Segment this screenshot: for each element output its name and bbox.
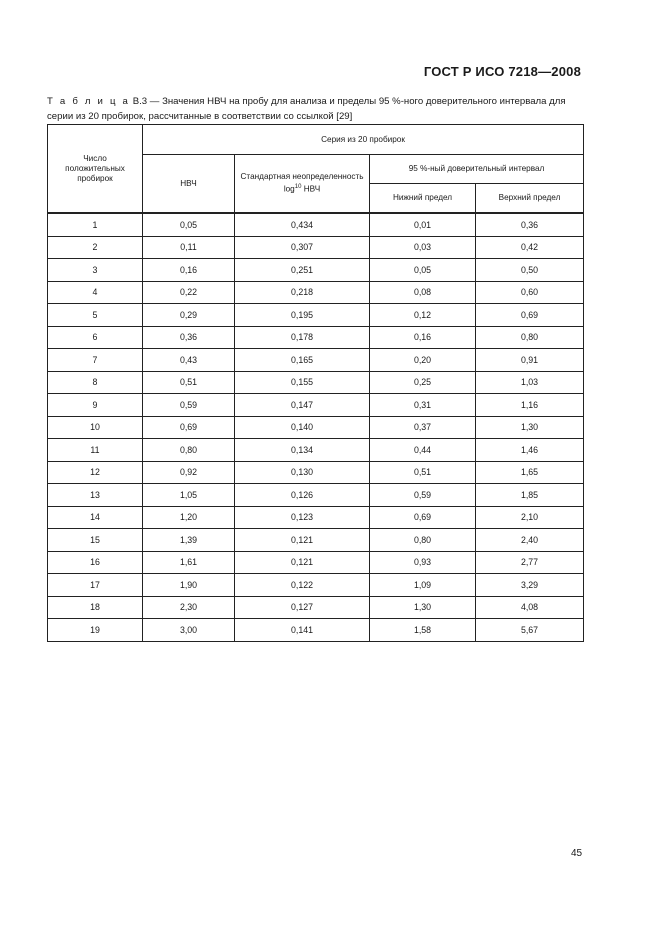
column-header-std-uncertainty: [235, 155, 370, 214]
cell-upper-limit: 0,36: [476, 213, 584, 236]
cell-positive-tubes: 2: [48, 236, 143, 259]
cell-upper-limit: 0,50: [476, 259, 584, 282]
table-row: [48, 416, 584, 439]
cell-lower-limit: 0,05: [370, 259, 476, 282]
cell-upper-limit: 0,80: [476, 326, 584, 349]
cell-mpn: 1,05: [143, 484, 235, 507]
cell-std-uncertainty: 0,126: [235, 484, 370, 507]
cell-positive-tubes: 17: [48, 574, 143, 597]
cell-lower-limit: 1,09: [370, 574, 476, 597]
cell-positive-tubes: 16: [48, 551, 143, 574]
cell-lower-limit: 1,30: [370, 596, 476, 619]
cell-mpn: 0,36: [143, 326, 235, 349]
table-row: [48, 529, 584, 552]
cell-positive-tubes: 15: [48, 529, 143, 552]
cell-lower-limit: 0,80: [370, 529, 476, 552]
cell-lower-limit: 0,16: [370, 326, 476, 349]
cell-lower-limit: 0,12: [370, 304, 476, 327]
cell-std-uncertainty: 0,134: [235, 439, 370, 462]
cell-lower-limit: 0,31: [370, 394, 476, 417]
cell-mpn: 0,43: [143, 349, 235, 372]
cell-mpn: 1,90: [143, 574, 235, 597]
std-uncertainty-prefix: Стандартная неопределенность log: [240, 172, 364, 194]
cell-upper-limit: 2,77: [476, 551, 584, 574]
cell-std-uncertainty: 0,130: [235, 461, 370, 484]
cell-positive-tubes: 6: [48, 326, 143, 349]
cell-std-uncertainty: 0,307: [235, 236, 370, 259]
cell-lower-limit: 0,44: [370, 439, 476, 462]
cell-mpn: 0,59: [143, 394, 235, 417]
table-row: [48, 304, 584, 327]
cell-mpn: 0,51: [143, 371, 235, 394]
table-row: [48, 349, 584, 372]
cell-mpn: 0,29: [143, 304, 235, 327]
table-row: [48, 619, 584, 642]
cell-upper-limit: 0,42: [476, 236, 584, 259]
cell-lower-limit: 0,59: [370, 484, 476, 507]
table-row: [48, 596, 584, 619]
cell-lower-limit: 0,01: [370, 213, 476, 236]
cell-positive-tubes: 14: [48, 506, 143, 529]
cell-positive-tubes: 19: [48, 619, 143, 642]
cell-mpn: 0,05: [143, 213, 235, 236]
cell-std-uncertainty: 0,165: [235, 349, 370, 372]
column-header-mpn: НВЧ: [143, 155, 235, 214]
cell-std-uncertainty: 0,178: [235, 326, 370, 349]
table-body: [48, 213, 584, 641]
cell-std-uncertainty: 0,147: [235, 394, 370, 417]
cell-lower-limit: 1,58: [370, 619, 476, 642]
cell-upper-limit: 5,67: [476, 619, 584, 642]
table-row: [48, 574, 584, 597]
cell-positive-tubes: 3: [48, 259, 143, 282]
cell-std-uncertainty: 0,251: [235, 259, 370, 282]
cell-upper-limit: 1,30: [476, 416, 584, 439]
cell-mpn: 1,39: [143, 529, 235, 552]
cell-lower-limit: 0,93: [370, 551, 476, 574]
cell-positive-tubes: 10: [48, 416, 143, 439]
table-row: [48, 439, 584, 462]
table-caption: [47, 94, 587, 124]
cell-mpn: 3,00: [143, 619, 235, 642]
cell-std-uncertainty: 0,434: [235, 213, 370, 236]
cell-positive-tubes: 8: [48, 371, 143, 394]
table-row: [48, 236, 584, 259]
cell-positive-tubes: 9: [48, 394, 143, 417]
cell-lower-limit: 0,03: [370, 236, 476, 259]
column-header-positive-tubes: Число положительных пробирок: [48, 125, 143, 214]
page-number: 45: [571, 848, 583, 859]
cell-upper-limit: 1,65: [476, 461, 584, 484]
column-header-confidence-interval: 95 %-ный доверительный интервал: [370, 155, 584, 184]
table-row: [48, 394, 584, 417]
mpn-table: [47, 124, 584, 642]
cell-std-uncertainty: 0,121: [235, 529, 370, 552]
cell-lower-limit: 0,51: [370, 461, 476, 484]
cell-upper-limit: 0,91: [476, 349, 584, 372]
cell-positive-tubes: 18: [48, 596, 143, 619]
cell-positive-tubes: 12: [48, 461, 143, 484]
cell-positive-tubes: 13: [48, 484, 143, 507]
table-row: [48, 461, 584, 484]
cell-upper-limit: 2,10: [476, 506, 584, 529]
cell-positive-tubes: 1: [48, 213, 143, 236]
cell-upper-limit: 1,85: [476, 484, 584, 507]
cell-lower-limit: 0,25: [370, 371, 476, 394]
std-uncertainty-suffix: НВЧ: [301, 184, 321, 194]
column-header-upper-limit: Верхний предел: [476, 184, 584, 214]
cell-std-uncertainty: 0,195: [235, 304, 370, 327]
cell-upper-limit: 1,16: [476, 394, 584, 417]
cell-positive-tubes: 5: [48, 304, 143, 327]
table-row: [48, 213, 584, 236]
cell-mpn: 0,92: [143, 461, 235, 484]
cell-std-uncertainty: 0,123: [235, 506, 370, 529]
cell-upper-limit: 0,69: [476, 304, 584, 327]
cell-mpn: 1,61: [143, 551, 235, 574]
std-uncertainty-sup: 10: [294, 184, 302, 191]
table-row: [48, 326, 584, 349]
cell-mpn: 2,30: [143, 596, 235, 619]
table-row: [48, 371, 584, 394]
cell-std-uncertainty: 0,121: [235, 551, 370, 574]
cell-lower-limit: 0,69: [370, 506, 476, 529]
table-row: [48, 484, 584, 507]
column-header-series: Серия из 20 пробирок: [143, 125, 584, 155]
cell-std-uncertainty: 0,155: [235, 371, 370, 394]
cell-positive-tubes: 7: [48, 349, 143, 372]
table-caption-prefix: Т а б л и ц а: [47, 96, 131, 107]
cell-std-uncertainty: 0,122: [235, 574, 370, 597]
cell-mpn: 0,11: [143, 236, 235, 259]
table-row: [48, 259, 584, 282]
cell-positive-tubes: 11: [48, 439, 143, 462]
cell-std-uncertainty: 0,140: [235, 416, 370, 439]
table-row: [48, 281, 584, 304]
cell-lower-limit: 0,37: [370, 416, 476, 439]
cell-upper-limit: 1,46: [476, 439, 584, 462]
cell-upper-limit: 1,03: [476, 371, 584, 394]
cell-upper-limit: 4,08: [476, 596, 584, 619]
cell-std-uncertainty: 0,141: [235, 619, 370, 642]
cell-std-uncertainty: 0,127: [235, 596, 370, 619]
table-caption-text: В.3 — Значения НВЧ на пробу для анализа и пределы 95 %-ного доверительного интервала для серии из 20 пробирок, рассчитанные в соответствии со ссылкой [29]: [47, 96, 566, 122]
table-row: [48, 551, 584, 574]
cell-positive-tubes: 4: [48, 281, 143, 304]
column-header-lower-limit: Нижний предел: [370, 184, 476, 214]
cell-mpn: 0,69: [143, 416, 235, 439]
table-row: [48, 506, 584, 529]
cell-mpn: 1,20: [143, 506, 235, 529]
cell-lower-limit: 0,20: [370, 349, 476, 372]
cell-mpn: 0,22: [143, 281, 235, 304]
document-standard-header: ГОСТ Р ИСО 7218—2008: [423, 64, 581, 79]
cell-mpn: 0,16: [143, 259, 235, 282]
cell-lower-limit: 0,08: [370, 281, 476, 304]
cell-upper-limit: 2,40: [476, 529, 584, 552]
cell-std-uncertainty: 0,218: [235, 281, 370, 304]
cell-mpn: 0,80: [143, 439, 235, 462]
cell-upper-limit: 0,60: [476, 281, 584, 304]
cell-upper-limit: 3,29: [476, 574, 584, 597]
